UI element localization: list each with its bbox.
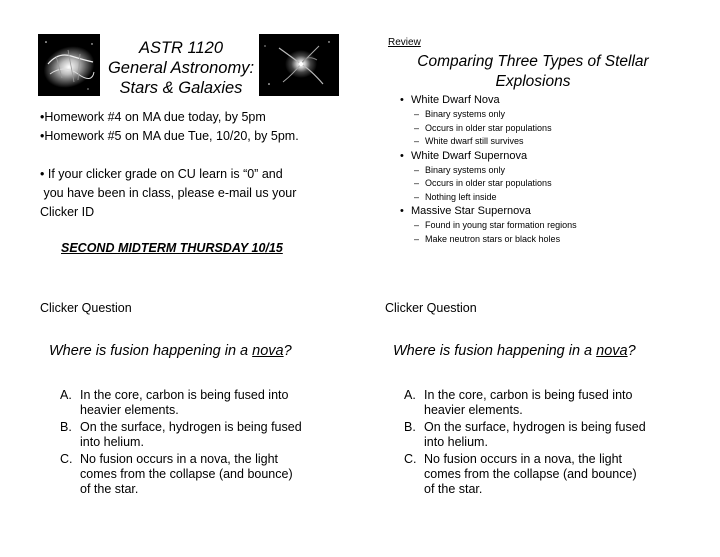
clicker-question-label-right: Clicker Question bbox=[385, 301, 477, 315]
answer-line: No fusion occurs in a nova, the light bbox=[424, 452, 623, 466]
course-title bbox=[100, 38, 262, 98]
answer-line: On the surface, hydrogen is being fused bbox=[80, 420, 302, 434]
review-tag: Review bbox=[388, 37, 421, 48]
supernova-remnant-graphic bbox=[259, 34, 339, 96]
section-heading: Massive Star Supernova bbox=[411, 205, 531, 217]
slide-title-line-1: Comparing Three Types of Stellar bbox=[417, 53, 649, 70]
answer-letter: C. bbox=[404, 452, 417, 466]
answer-line: comes from the collapse (and bounce) bbox=[424, 467, 637, 481]
course-subtitle: Stars & Galaxies bbox=[119, 79, 243, 97]
answer-line: heavier elements. bbox=[80, 403, 179, 417]
announcement-clicker-1: • If your clicker grade on CU learn is “0” and bbox=[40, 167, 283, 181]
announcements bbox=[40, 108, 360, 222]
answer-line: of the star. bbox=[424, 482, 483, 496]
question-mark: ? bbox=[627, 343, 636, 359]
explosion-types-list bbox=[397, 93, 697, 246]
slide-title bbox=[390, 52, 676, 92]
list-item bbox=[397, 93, 697, 149]
clicker-question-left bbox=[49, 343, 292, 359]
answer-line: In the core, carbon is being fused into bbox=[80, 388, 289, 402]
announcement-clicker-2: you have been in class, please e-mail us your bbox=[40, 186, 297, 200]
question-text: Where is fusion happening in a bbox=[393, 343, 597, 359]
course-code: ASTR 1120 bbox=[138, 39, 224, 57]
question-text: Where is fusion happening in a bbox=[49, 343, 253, 359]
answer-option-a bbox=[60, 388, 330, 418]
crab-nebula-image bbox=[38, 34, 100, 96]
question-keyword: nova bbox=[252, 343, 284, 359]
section-heading: White Dwarf Supernova bbox=[411, 149, 528, 162]
sub-item: – Found in young star formation regions bbox=[397, 219, 697, 233]
answer-letter: A. bbox=[404, 388, 416, 402]
course-name: General Astronomy: bbox=[107, 59, 255, 77]
clicker-question-label-left: Clicker Question bbox=[40, 301, 132, 315]
sub-item: – Make neutron stars or black holes bbox=[397, 233, 697, 247]
answer-letter: B. bbox=[404, 420, 416, 434]
slide-title-line-2: Explosions bbox=[495, 73, 571, 90]
answer-option-a bbox=[404, 388, 674, 418]
answer-letter: C. bbox=[60, 452, 73, 466]
answer-line: comes from the collapse (and bounce) bbox=[80, 467, 293, 481]
announcement-homework-4: •Homework #4 on MA due today, by 5pm bbox=[40, 110, 266, 124]
sub-item: – Binary systems only bbox=[397, 164, 697, 178]
answer-line: of the star. bbox=[80, 482, 139, 496]
sub-item: – White dwarf still survives bbox=[397, 135, 697, 149]
answer-line: into helium. bbox=[424, 435, 488, 449]
answer-option-b bbox=[404, 420, 674, 450]
question-mark: ? bbox=[283, 343, 292, 359]
answer-letter: A. bbox=[60, 388, 72, 402]
answer-line: into helium. bbox=[80, 435, 144, 449]
crab-nebula-graphic bbox=[38, 34, 100, 96]
answer-option-b bbox=[60, 420, 330, 450]
answer-line: On the surface, hydrogen is being fused bbox=[424, 420, 646, 434]
supernova-remnant-image bbox=[259, 34, 339, 96]
answer-line: In the core, carbon is being fused into bbox=[424, 388, 633, 402]
answer-letter: B. bbox=[60, 420, 72, 434]
sub-item: – Occurs in older star populations bbox=[397, 177, 697, 191]
answer-option-c bbox=[60, 452, 330, 497]
announcement-clicker-3: Clicker ID bbox=[40, 205, 95, 219]
sub-item: – Binary systems only bbox=[397, 108, 697, 122]
sub-item: – Nothing left inside bbox=[397, 191, 697, 205]
section-heading: White Dwarf Nova bbox=[411, 94, 500, 106]
question-keyword: nova bbox=[596, 343, 628, 359]
answer-list-left bbox=[60, 388, 330, 499]
sub-item: – Occurs in older star populations bbox=[397, 122, 697, 136]
answer-line: No fusion occurs in a nova, the light bbox=[80, 452, 279, 466]
answer-list-right bbox=[404, 388, 674, 499]
answer-line: heavier elements. bbox=[424, 403, 523, 417]
clicker-question-right bbox=[393, 343, 636, 359]
list-item bbox=[397, 204, 697, 246]
midterm-notice: SECOND MIDTERM THURSDAY 10/15 bbox=[61, 241, 283, 255]
list-item bbox=[397, 149, 697, 205]
announcement-homework-5: •Homework #5 on MA due Tue, 10/20, by 5pm. bbox=[40, 129, 299, 143]
answer-option-c bbox=[404, 452, 674, 497]
